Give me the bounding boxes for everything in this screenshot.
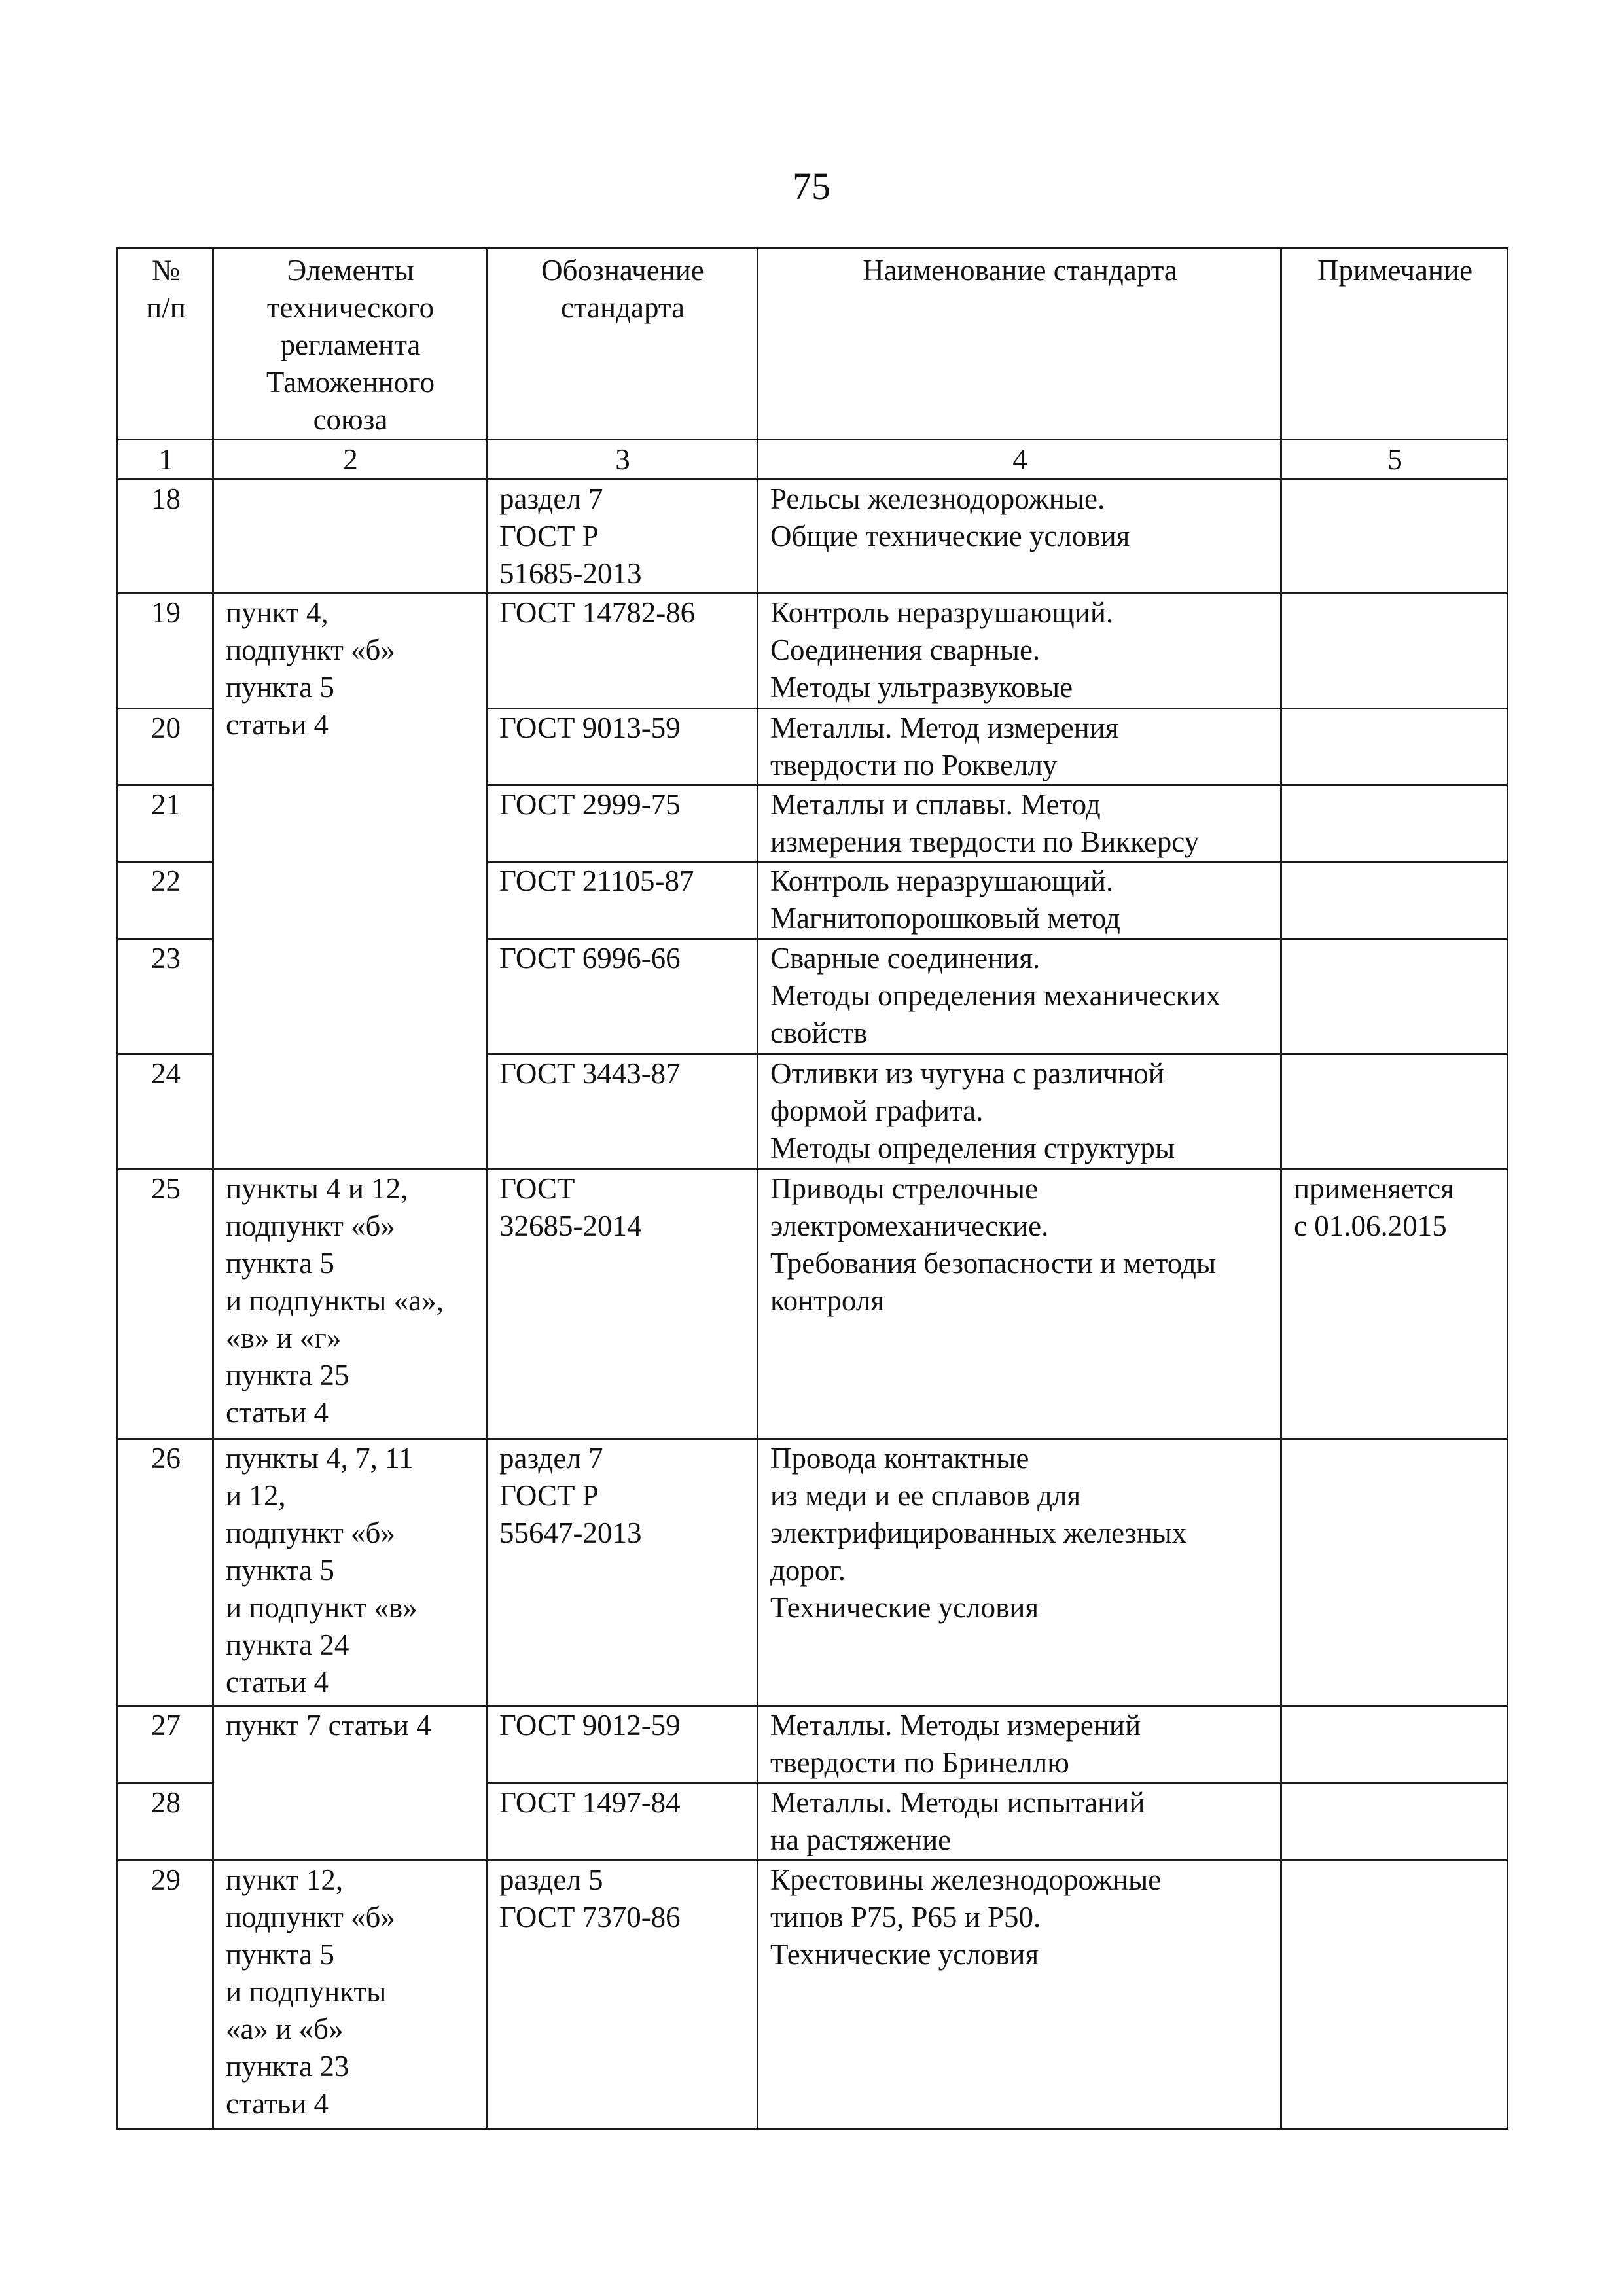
row-standard-name — [758, 594, 1281, 709]
text-line: электрифицированных железных — [770, 1516, 1187, 1549]
column-index: 1 — [118, 440, 213, 480]
text-line: Методы определения структуры — [770, 1132, 1175, 1164]
text-line: Металлы. Методы измерений — [770, 1709, 1141, 1742]
text-line: 32685-2014 — [499, 1210, 642, 1242]
text-line: ГОСТ 9013-59 — [499, 711, 681, 744]
text-line: твердости по Роквеллу — [770, 749, 1058, 781]
row-number: 27 — [118, 1706, 213, 1784]
header-note — [1281, 249, 1508, 440]
text-line: регламента — [280, 329, 421, 361]
table-row — [118, 594, 1508, 709]
row-standard-name — [758, 1054, 1281, 1170]
text-line: пункта 5 — [226, 1938, 334, 1971]
text-line: пункта 5 — [226, 1554, 334, 1587]
text-line: и 12, — [226, 1479, 286, 1512]
text-line: ГОСТ 7370-86 — [499, 1901, 681, 1933]
text-line: № — [152, 254, 180, 287]
text-line: дорог. — [770, 1554, 846, 1587]
row-note — [1281, 1706, 1508, 1784]
text-line: свойств — [770, 1016, 868, 1049]
text-line: и подпункты «а», — [226, 1284, 444, 1317]
text-line: п/п — [146, 291, 186, 324]
text-line: пункта 5 — [226, 671, 334, 704]
text-line: Металлы. Метод измерения — [770, 711, 1119, 744]
header-standard-code — [487, 249, 758, 440]
row-standard-code — [487, 594, 758, 709]
row-standard-name — [758, 939, 1281, 1054]
text-line: Элементы — [287, 254, 414, 287]
text-line: Контроль неразрушающий. — [770, 596, 1114, 629]
row-standard-code — [487, 1784, 758, 1861]
text-line: Контроль неразрушающий. — [770, 865, 1114, 897]
row-number: 25 — [118, 1170, 213, 1439]
row-standard-code — [487, 480, 758, 594]
row-standard-code — [487, 1439, 758, 1706]
text-line: пункта 5 — [226, 1247, 334, 1280]
text-line: Провода контактные — [770, 1442, 1029, 1475]
text-line: Примечание — [1317, 254, 1473, 287]
row-number: 29 — [118, 1861, 213, 2129]
row-number: 24 — [118, 1054, 213, 1170]
table-row — [118, 1170, 1508, 1439]
text-line: Магнитопорошковый метод — [770, 902, 1120, 935]
text-line: измерения твердости по Виккерсу — [770, 825, 1200, 858]
row-standard-name — [758, 1861, 1281, 2129]
text-line: и подпункт «в» — [226, 1591, 418, 1624]
column-index: 3 — [487, 440, 758, 480]
table-row — [118, 1439, 1508, 1706]
text-line: пункта 25 — [226, 1359, 349, 1391]
text-line: на растяжение — [770, 1823, 952, 1856]
text-line: из меди и ее сплавов для — [770, 1479, 1081, 1512]
row-note — [1281, 1170, 1508, 1439]
row-standard-name — [758, 862, 1281, 939]
row-standard-code — [487, 1706, 758, 1784]
text-line: статьи 4 — [226, 708, 329, 741]
text-line: статьи 4 — [226, 1396, 329, 1429]
row-standard-name — [758, 785, 1281, 862]
text-line: ГОСТ 3443-87 — [499, 1057, 681, 1090]
text-line: «в» и «г» — [226, 1321, 342, 1354]
header-standard-name — [758, 249, 1281, 440]
row-note — [1281, 709, 1508, 785]
text-line: 55647-2013 — [499, 1516, 642, 1549]
text-line: ГОСТ — [499, 1172, 575, 1205]
text-line: 51685-2013 — [499, 557, 642, 590]
table-row — [118, 1706, 1508, 1784]
page-number: 75 — [793, 165, 830, 207]
row-standard-name — [758, 1170, 1281, 1439]
text-line: ГОСТ 2999-75 — [499, 788, 681, 821]
text-line: стандарта — [560, 291, 685, 324]
text-line: «а» и «б» — [226, 2013, 344, 2045]
text-line: Рельсы железнодорожные. — [770, 482, 1105, 515]
row-number: 19 — [118, 594, 213, 709]
text-line: Технические условия — [770, 1591, 1039, 1624]
row-note — [1281, 785, 1508, 862]
text-line: Обозначение — [541, 254, 704, 287]
column-index: 5 — [1281, 440, 1508, 480]
text-line: пункты 4 и 12, — [226, 1172, 408, 1205]
text-line: Отливки из чугуна с различной — [770, 1057, 1164, 1090]
row-standard-name — [758, 1439, 1281, 1706]
header-number — [118, 249, 213, 440]
text-line: ГОСТ 21105-87 — [499, 865, 694, 897]
text-line: ГОСТ 9012-59 — [499, 1709, 681, 1742]
column-index-row — [118, 440, 1508, 480]
text-line: Таможенного — [266, 366, 435, 399]
text-line: с 01.06.2015 — [1294, 1210, 1447, 1242]
text-line: пункта 23 — [226, 2050, 349, 2083]
row-number: 21 — [118, 785, 213, 862]
text-line: контроля — [770, 1284, 884, 1317]
standards-table — [116, 247, 1508, 2130]
row-standard-code — [487, 862, 758, 939]
text-line: Методы ультразвуковые — [770, 671, 1073, 704]
row-elements — [213, 1861, 487, 2129]
row-elements — [213, 480, 487, 594]
row-note — [1281, 1861, 1508, 2129]
row-standard-code — [487, 709, 758, 785]
row-elements — [213, 1170, 487, 1439]
text-line: применяется — [1294, 1172, 1454, 1205]
text-line: подпункт «б» — [226, 634, 395, 666]
text-line: раздел 7 — [499, 1442, 603, 1475]
text-line: Металлы и сплавы. Метод — [770, 788, 1101, 821]
row-standard-code — [487, 1861, 758, 2129]
table-row — [118, 1861, 1508, 2129]
column-index: 2 — [213, 440, 487, 480]
row-number: 28 — [118, 1784, 213, 1861]
text-line: подпункт «б» — [226, 1516, 395, 1549]
text-line: союза — [313, 403, 388, 436]
text-line: раздел 7 — [499, 482, 603, 515]
text-line: ГОСТ 6996-66 — [499, 942, 681, 975]
column-index: 4 — [758, 440, 1281, 480]
text-line: Приводы стрелочные — [770, 1172, 1038, 1205]
text-line: технического — [266, 291, 435, 324]
text-line: ГОСТ 14782-86 — [499, 596, 696, 629]
row-standard-code — [487, 939, 758, 1054]
row-elements — [213, 1439, 487, 1706]
row-note — [1281, 594, 1508, 709]
text-line: формой графита. — [770, 1094, 984, 1127]
text-line: пункты 4, 7, 11 — [226, 1442, 414, 1475]
text-line: пункт 12, — [226, 1863, 344, 1896]
row-number: 22 — [118, 862, 213, 939]
text-line: Наименование стандарта — [863, 254, 1177, 287]
text-line: и подпункты — [226, 1975, 387, 2008]
text-line: раздел 5 — [499, 1863, 603, 1896]
row-note — [1281, 862, 1508, 939]
text-line: пункт 7 статьи 4 — [226, 1709, 431, 1742]
row-note — [1281, 1054, 1508, 1170]
row-note — [1281, 480, 1508, 594]
text-line: пункт 4, — [226, 596, 329, 629]
text-line: ГОСТ Р — [499, 520, 599, 552]
row-standard-code — [487, 1054, 758, 1170]
text-line: Металлы. Методы испытаний — [770, 1786, 1145, 1819]
row-number: 26 — [118, 1439, 213, 1706]
text-line: ГОСТ Р — [499, 1479, 599, 1512]
row-standard-name — [758, 709, 1281, 785]
text-line: Сварные соединения. — [770, 942, 1041, 975]
text-line: Технические условия — [770, 1938, 1039, 1971]
text-line: Общие технические условия — [770, 520, 1130, 552]
row-standard-name — [758, 1784, 1281, 1861]
row-note — [1281, 1439, 1508, 1706]
row-elements — [213, 594, 487, 1170]
row-note — [1281, 939, 1508, 1054]
table-header-row — [118, 249, 1508, 440]
text-line: твердости по Бринеллю — [770, 1746, 1069, 1779]
text-line: Методы определения механических — [770, 979, 1221, 1012]
row-number: 20 — [118, 709, 213, 785]
row-standard-name — [758, 480, 1281, 594]
text-line: Требования безопасности и методы — [770, 1247, 1217, 1280]
row-elements — [213, 1706, 487, 1861]
table-row — [118, 480, 1508, 594]
row-number: 18 — [118, 480, 213, 594]
text-line: электромеханические. — [770, 1210, 1049, 1242]
row-standard-code — [487, 1170, 758, 1439]
text-line: Соединения сварные. — [770, 634, 1041, 666]
text-line: статьи 4 — [226, 2087, 329, 2120]
text-line: пункта 24 — [226, 1628, 349, 1661]
row-note — [1281, 1784, 1508, 1861]
row-standard-name — [758, 1706, 1281, 1784]
row-number: 23 — [118, 939, 213, 1054]
text-line: статьи 4 — [226, 1666, 329, 1698]
text-line: подпункт «б» — [226, 1901, 395, 1933]
text-line: типов Р75, Р65 и Р50. — [770, 1901, 1041, 1933]
text-line: ГОСТ 1497-84 — [499, 1786, 681, 1819]
text-line: подпункт «б» — [226, 1210, 395, 1242]
header-regulation-elements — [213, 249, 487, 440]
text-line: Крестовины железнодорожные — [770, 1863, 1162, 1896]
row-standard-code — [487, 785, 758, 862]
